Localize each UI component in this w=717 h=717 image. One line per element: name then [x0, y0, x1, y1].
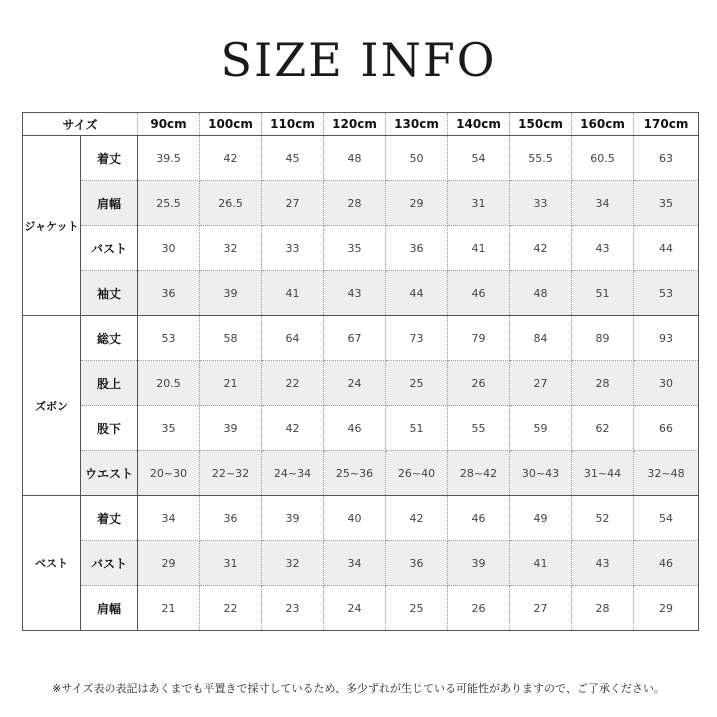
size-table-body [23, 136, 699, 631]
size-value-cell: 41 [510, 541, 572, 586]
size-value-cell: 39.5 [138, 136, 200, 181]
size-value-cell: 24 [324, 586, 386, 631]
measurement-label: 股上 [81, 361, 138, 406]
category-label: ズボン [23, 316, 81, 496]
size-value-cell: 64 [262, 316, 324, 361]
size-value-cell: 33 [510, 181, 572, 226]
size-value-cell: 27 [262, 181, 324, 226]
size-header-corner: サイズ [23, 113, 138, 136]
measurement-label: 肩幅 [81, 586, 138, 631]
size-value-cell: 34 [324, 541, 386, 586]
table-row [23, 451, 699, 496]
size-value-cell: 28 [572, 361, 634, 406]
size-value-cell: 28 [324, 181, 386, 226]
size-value-cell: 46 [634, 541, 699, 586]
size-value-cell: 84 [510, 316, 572, 361]
measurement-label: バスト [81, 226, 138, 271]
size-value-cell: 33 [262, 226, 324, 271]
table-row [23, 316, 699, 361]
size-value-cell: 30 [138, 226, 200, 271]
size-value-cell: 48 [510, 271, 572, 316]
table-row [23, 136, 699, 181]
size-value-cell: 66 [634, 406, 699, 451]
size-value-cell: 51 [572, 271, 634, 316]
size-value-cell: 39 [200, 406, 262, 451]
size-header-cell: 130cm [386, 113, 448, 136]
size-value-cell: 22 [262, 361, 324, 406]
table-row [23, 181, 699, 226]
size-value-cell: 34 [572, 181, 634, 226]
measurement-label: 股下 [81, 406, 138, 451]
size-value-cell: 26.5 [200, 181, 262, 226]
table-row [23, 496, 699, 541]
size-value-cell: 93 [634, 316, 699, 361]
size-header-cell: 110cm [262, 113, 324, 136]
size-value-cell: 24 [324, 361, 386, 406]
size-header-cell: 170cm [634, 113, 699, 136]
size-value-cell: 51 [386, 406, 448, 451]
size-value-cell: 22 [200, 586, 262, 631]
size-value-cell: 28 [572, 586, 634, 631]
size-value-cell: 29 [386, 181, 448, 226]
size-value-cell: 58 [200, 316, 262, 361]
size-value-cell: 49 [510, 496, 572, 541]
size-value-cell: 28~42 [448, 451, 510, 496]
size-value-cell: 22~32 [200, 451, 262, 496]
size-header-cell: 90cm [138, 113, 200, 136]
table-row [23, 406, 699, 451]
size-value-cell: 73 [386, 316, 448, 361]
size-value-cell: 53 [634, 271, 699, 316]
size-value-cell: 32~48 [634, 451, 699, 496]
table-row [23, 541, 699, 586]
size-value-cell: 48 [324, 136, 386, 181]
table-row [23, 586, 699, 631]
size-value-cell: 29 [138, 541, 200, 586]
measurement-label: 着丈 [81, 496, 138, 541]
size-value-cell: 42 [510, 226, 572, 271]
table-row [23, 271, 699, 316]
size-value-cell: 36 [200, 496, 262, 541]
size-value-cell: 42 [262, 406, 324, 451]
size-value-cell: 29 [634, 586, 699, 631]
size-header-cell: 120cm [324, 113, 386, 136]
size-header-cell: 140cm [448, 113, 510, 136]
size-value-cell: 26 [448, 361, 510, 406]
size-header-row [23, 113, 699, 136]
size-value-cell: 41 [448, 226, 510, 271]
size-value-cell: 63 [634, 136, 699, 181]
table-row [23, 361, 699, 406]
size-value-cell: 44 [386, 271, 448, 316]
size-value-cell: 50 [386, 136, 448, 181]
size-value-cell: 25~36 [324, 451, 386, 496]
size-value-cell: 21 [138, 586, 200, 631]
size-value-cell: 45 [262, 136, 324, 181]
size-value-cell: 20~30 [138, 451, 200, 496]
size-value-cell: 20.5 [138, 361, 200, 406]
size-value-cell: 42 [200, 136, 262, 181]
size-value-cell: 43 [324, 271, 386, 316]
size-table [22, 112, 699, 631]
size-value-cell: 42 [386, 496, 448, 541]
size-value-cell: 39 [448, 541, 510, 586]
category-label: ベスト [23, 496, 81, 631]
size-value-cell: 34 [138, 496, 200, 541]
size-value-cell: 35 [138, 406, 200, 451]
size-value-cell: 36 [386, 226, 448, 271]
size-value-cell: 54 [448, 136, 510, 181]
size-value-cell: 32 [200, 226, 262, 271]
size-value-cell: 27 [510, 586, 572, 631]
size-value-cell: 53 [138, 316, 200, 361]
category-label: ジャケット [23, 136, 81, 316]
footnote: ※サイズ表の表記はあくまでも平置きで採寸しているため、多少ずれが生じている可能性がありますので、ご了承ください。 [52, 682, 665, 695]
size-header-cell: 160cm [572, 113, 634, 136]
size-value-cell: 46 [448, 271, 510, 316]
size-value-cell: 35 [634, 181, 699, 226]
measurement-label: 袖丈 [81, 271, 138, 316]
size-value-cell: 67 [324, 316, 386, 361]
size-value-cell: 31 [200, 541, 262, 586]
measurement-label: 着丈 [81, 136, 138, 181]
size-value-cell: 26~40 [386, 451, 448, 496]
size-value-cell: 26 [448, 586, 510, 631]
size-value-cell: 52 [572, 496, 634, 541]
size-value-cell: 46 [448, 496, 510, 541]
size-value-cell: 27 [510, 361, 572, 406]
measurement-label: ウエスト [81, 451, 138, 496]
measurement-label: バスト [81, 541, 138, 586]
size-value-cell: 21 [200, 361, 262, 406]
size-value-cell: 40 [324, 496, 386, 541]
measurement-label: 総丈 [81, 316, 138, 361]
size-value-cell: 23 [262, 586, 324, 631]
size-value-cell: 30 [634, 361, 699, 406]
size-value-cell: 36 [386, 541, 448, 586]
size-header-cell: 150cm [510, 113, 572, 136]
size-value-cell: 41 [262, 271, 324, 316]
size-value-cell: 31 [448, 181, 510, 226]
page-title: SIZE INFO [220, 33, 497, 87]
size-value-cell: 46 [324, 406, 386, 451]
size-value-cell: 89 [572, 316, 634, 361]
size-value-cell: 44 [634, 226, 699, 271]
size-value-cell: 39 [200, 271, 262, 316]
size-value-cell: 24~34 [262, 451, 324, 496]
size-value-cell: 79 [448, 316, 510, 361]
size-value-cell: 30~43 [510, 451, 572, 496]
table-row [23, 226, 699, 271]
size-value-cell: 32 [262, 541, 324, 586]
size-value-cell: 62 [572, 406, 634, 451]
measurement-label: 肩幅 [81, 181, 138, 226]
size-value-cell: 36 [138, 271, 200, 316]
size-value-cell: 43 [572, 541, 634, 586]
size-value-cell: 25 [386, 361, 448, 406]
size-value-cell: 25 [386, 586, 448, 631]
size-value-cell: 55.5 [510, 136, 572, 181]
size-value-cell: 35 [324, 226, 386, 271]
size-value-cell: 43 [572, 226, 634, 271]
size-value-cell: 39 [262, 496, 324, 541]
size-value-cell: 54 [634, 496, 699, 541]
size-value-cell: 25.5 [138, 181, 200, 226]
size-value-cell: 59 [510, 406, 572, 451]
size-value-cell: 60.5 [572, 136, 634, 181]
size-value-cell: 31~44 [572, 451, 634, 496]
size-header-cell: 100cm [200, 113, 262, 136]
size-value-cell: 55 [448, 406, 510, 451]
